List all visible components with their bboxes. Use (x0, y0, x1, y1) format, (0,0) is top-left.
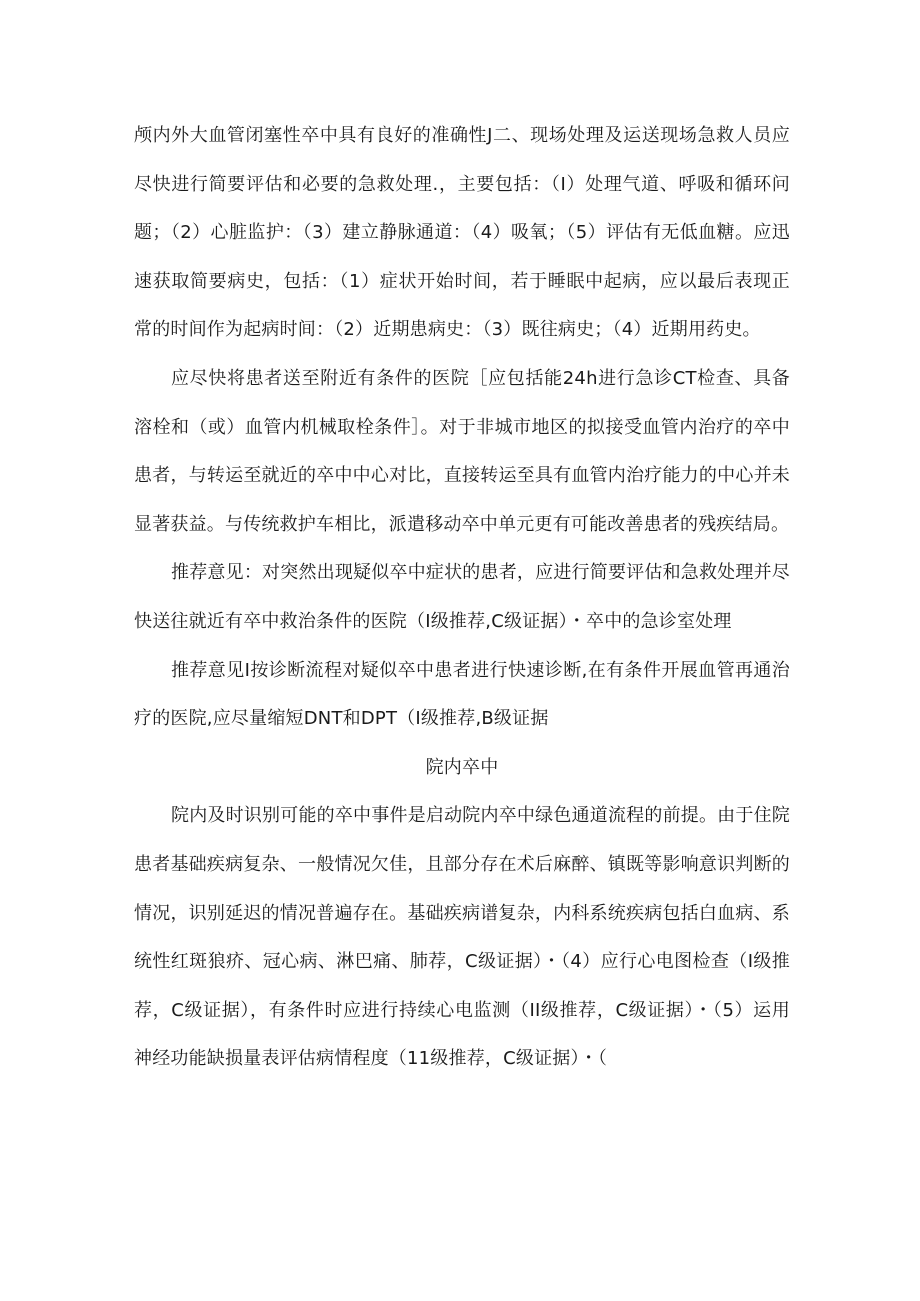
paragraph-recommendation-2: 推荐意见I按诊断流程对疑似卒中患者进行快速诊断,在有条件开展血管再通治疗的医院,应尽量缩短DNT和DPT（I级推荐,B级证据 (134, 659, 790, 730)
paragraph-recommendation-1: 推荐意见：对突然出现疑似卒中症状的患者，应进行简要评估和急救处理并尽快送往就近有卒中救治条件的医院（I级推荐,C级证据）・卒中的急诊室处理 (134, 562, 790, 632)
section-heading-in-hospital-stroke: 院内卒中 (425, 756, 499, 778)
paragraph-prehospital-care: 颅内外大血管闭塞性卒中具有良好的准确性J二、现场处理及运送现场急救人员应尽快进行简要评估和必要的急救处理.，主要包括：（I）处理气道、呼吸和循环问题；（2）心脏监护：（3）建立静脉通道：（4）吸氧；（5）评估有无低血糖。应迅速获取简要病史，包括：（1）症状开始时间，若于睡眠中起病，应以最后表现正常的时间作为起病时间：（2）近期患病史：（3）既往病史；（4）近期用药史。 (134, 125, 790, 341)
paragraph-transport: 应尽快将患者送至附近有条件的医院［应包括能24h进行急诊CT检查、具备溶栓和（或）血管内机械取栓条件］。对于非城市地区的拟接受血管内治疗的卒中患者，与转运至就近的卒中中心对比，直接转运至具有血管内治疗能力的中心并未显著获益。与传统救护车相比，派遣移动卒中单元更有可能改善患者的残疾结局。 (134, 367, 790, 535)
document-body (134, 112, 790, 1084)
paragraph-in-hospital-stroke: 院内及时识别可能的卒中事件是启动院内卒中绿色通道流程的前提。由于住院患者基础疾病复杂、一般情况欠佳，且部分存在术后麻醉、镇既等影响意识判断的情况，识别延迟的情况普遍存在。基础疾病谱复杂，内科系统疾病包括白血病、系统性红斑狼疥、冠心病、淋巴痛、肺荐，C级证据）・（4）应行心电图检查（I级推荐，C级证据），有条件时应进行持续心电监测（II级推荐，C级证据）・（5）运用神经功能缺损量表评估病情程度（11级推荐，C级证据）・（ (134, 805, 790, 1070)
